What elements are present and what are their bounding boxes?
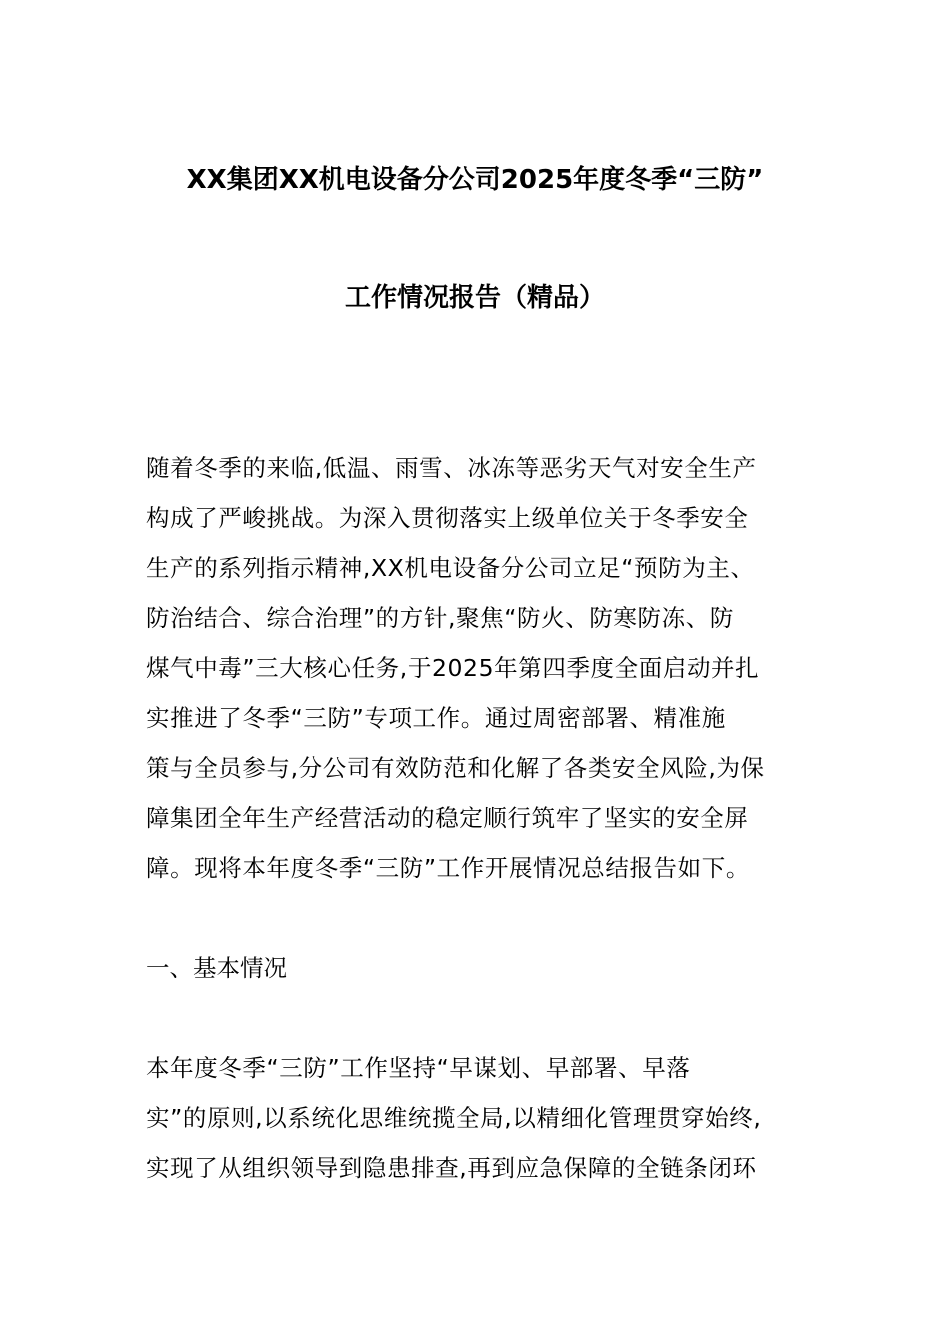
paragraph-line: 实推进了冬季“三防”专项工作。通过周密部署、精准施 xyxy=(146,704,726,732)
basic-situation-paragraph xyxy=(146,1043,810,1193)
paragraph-line: 煤气中毒”三大核心任务,于2025年第四季度全面启动并扎 xyxy=(146,654,760,682)
document-title-line-2: 工作情况报告（精品） xyxy=(344,283,605,313)
section-heading-basic-situation: 一、基本情况 xyxy=(146,954,287,982)
paragraph-line: 随着冬季的来临,低温、雨雪、冰冻等恶劣天气对安全生产 xyxy=(146,454,757,482)
paragraph-line: 生产的系列指示精神,XX机电设备分公司立足“预防为主、 xyxy=(146,554,755,582)
paragraph-line: 构成了严峻挑战。为深入贯彻落实上级单位关于冬季安全 xyxy=(146,504,749,532)
paragraph-line: 策与全员参与,分公司有效防范和化解了各类安全风险,为保 xyxy=(146,754,765,782)
paragraph-line: 防治结合、综合治理”的方针,聚焦“防火、防寒防冻、防 xyxy=(146,604,734,632)
paragraph-line: 障。现将本年度冬季“三防”工作开展情况总结报告如下。 xyxy=(146,854,750,882)
paragraph-line: 实现了从组织领导到隐患排查,再到应急保障的全链条闭环 xyxy=(146,1154,757,1182)
paragraph-line: 本年度冬季“三防”工作坚持“早谋划、早部署、早落 xyxy=(146,1054,691,1082)
intro-paragraph xyxy=(146,443,810,893)
paragraph-line: 实”的原则,以系统化思维统揽全局,以精细化管理贯穿始终, xyxy=(146,1104,762,1132)
document-title-line-1: XX集团XX机电设备分公司2025年度冬季“三防” xyxy=(186,165,764,195)
paragraph-line: 障集团全年生产经营活动的稳定顺行筑牢了坚实的安全屏 xyxy=(146,804,749,832)
